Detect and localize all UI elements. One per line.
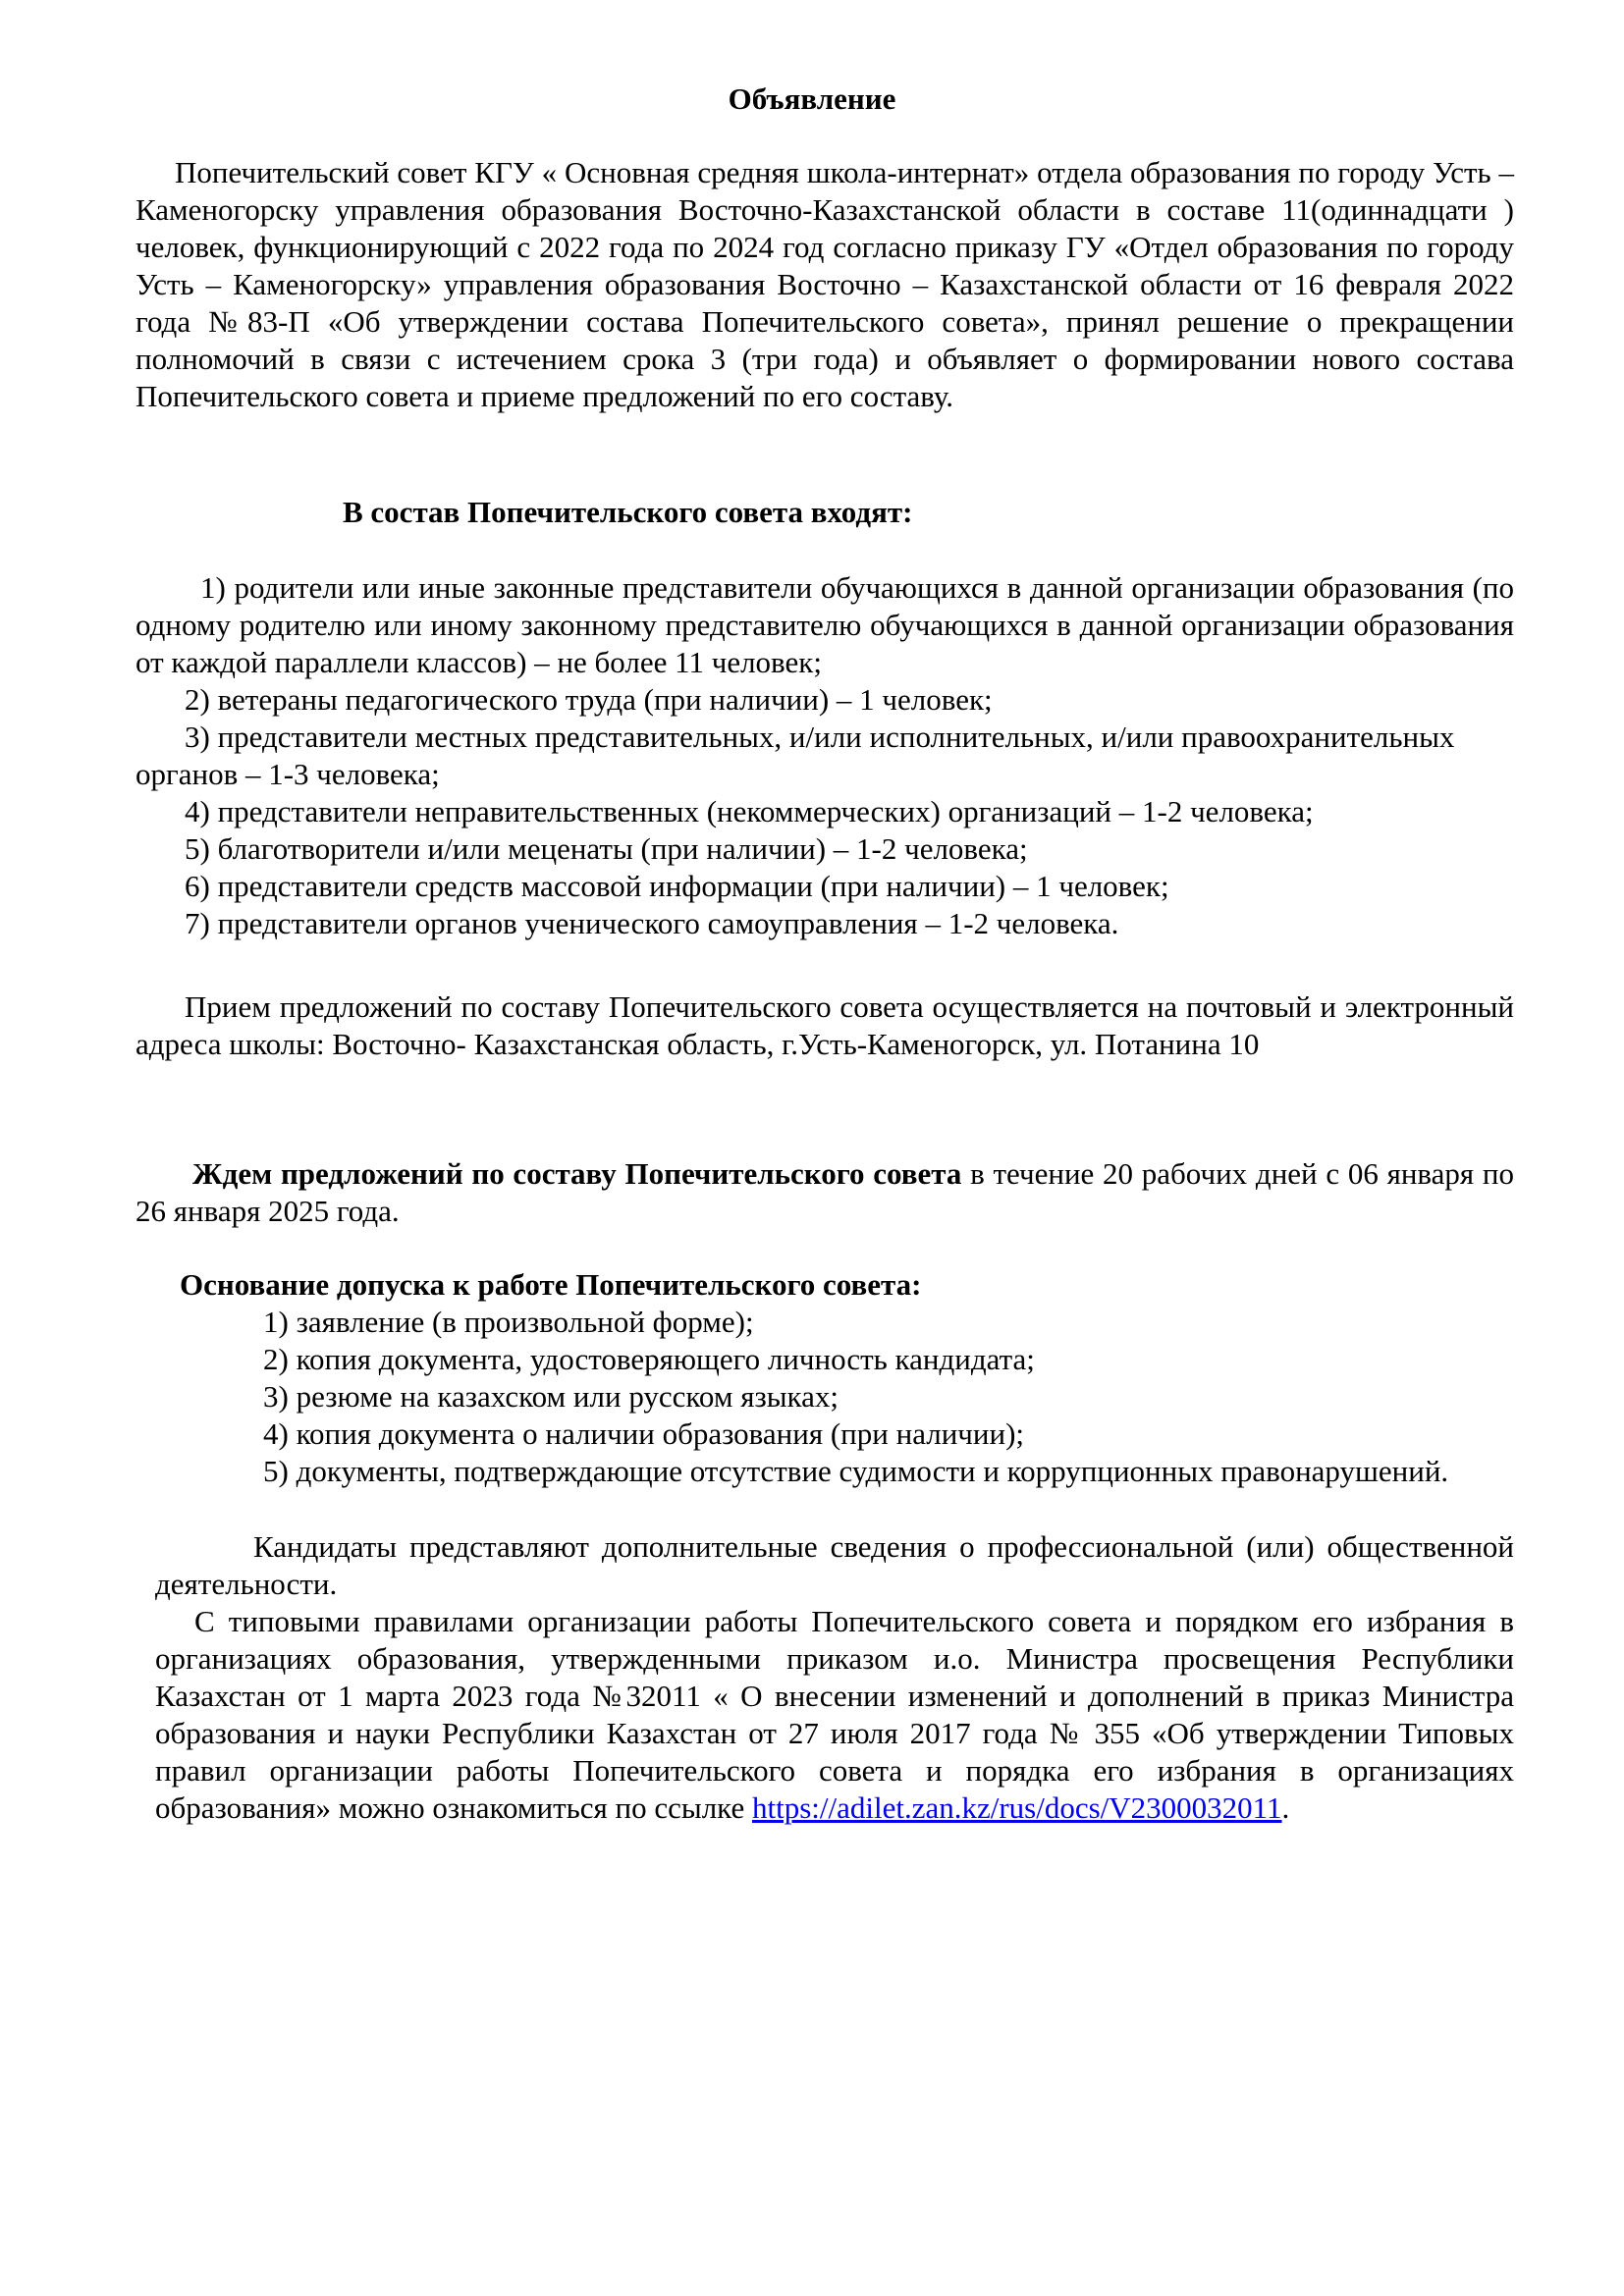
admission-heading: Основание допуска к работе Попечительского совета: xyxy=(180,1267,922,1302)
members-heading: В состав Попечительского совета входят: xyxy=(343,495,913,529)
rules-text: С типовыми правилами организации работы Попечительского совета и порядком его избрания в организациях образования, утвержденными приказом и.о. Министра просвещения Республики Казахстан от 1 марта 2023 года №32011 « О внесении изменений и дополнений в приказ Министра образования и науки Республики Казахстан от 27 июля 2017 года № 355 «Об утверждении Типовых правил организации работы Попечительского совета и порядка его избрания в организациях образования» можно ознакомиться по ссылке xyxy=(155,1604,1514,1825)
list-item: 3) представители местных представительных, и/или исполнительных, и/или правоохранительных органов – 1-3 человека; xyxy=(135,720,1455,791)
admission-list xyxy=(155,1304,1514,1490)
document-title: Объявление xyxy=(728,81,896,116)
list-item: 3) резюме на казахском или русском языках; xyxy=(263,1379,839,1414)
intro-paragraph: Попечительский совет КГУ « Основная средняя школа-интернат» отдела образования по городу Усть – Каменогорску управления образования Восточно-Казахстанской области в составе 11(одиннадцати ) человек, функционирующий с 2022 года по 2024 год согласно приказу ГУ «Отдел образования по городу Усть – Каменогорску» управления образования Восточно – Казахстанской области от 16 февраля 2022 года №83-П «Об утверждении состава Попечительского совета», принял решение о прекращении полномочий в связи с истечением срока 3 (три года) и объявляет о формировании нового состава Попечительского совета и приеме предложений по его составу. xyxy=(135,155,1514,413)
adilet-link[interactable]: https://adilet.zan.kz/rus/docs/V2300032011 xyxy=(751,1790,1282,1825)
members-list xyxy=(135,569,1514,942)
list-item: 2) ветераны педагогического труда (при наличии) – 1 человек; xyxy=(185,682,993,717)
rules-paragraph xyxy=(155,1603,1514,1827)
rules-end: . xyxy=(1281,1790,1290,1825)
list-item: 6) представители средств массовой информации (при наличии) – 1 человек; xyxy=(185,869,1169,903)
list-item: 1) родители или иные законные представители обучающихся в данной организации образования (по одному родителю или иному законному представителю обучающихся в данной организации образования от каждой параллели классов) – не более 11 человек; xyxy=(135,570,1514,679)
list-item: 1) заявление (в произвольной форме); xyxy=(263,1305,754,1339)
deadline-text: в течение 20 рабочих дней с 06 января по 26 января 2025 года. xyxy=(135,1156,1514,1228)
candidates-paragraph: Кандидаты представляют дополнительные сведения о профессиональной (или) общественной деятельности. xyxy=(155,1529,1514,1601)
deadline-paragraph xyxy=(135,1155,1514,1230)
list-item: 7) представители органов ученического самоуправления – 1-2 человека. xyxy=(185,906,1119,940)
list-item: 5) документы, подтверждающие отсутствие судимости и коррупционных правонарушений. xyxy=(263,1454,1449,1488)
list-item: 5) благотворители и/или меценаты (при наличии) – 1-2 человека; xyxy=(185,831,1028,866)
list-item: 4) копия документа о наличии образования (при наличии); xyxy=(263,1416,1024,1451)
submission-paragraph: Прием предложений по составу Попечительского совета осуществляется на почтовый и электронный адреса школы: Восточно- Казахстанская область, г.Усть-Каменогорск, ул. Потанина 10 xyxy=(135,989,1514,1061)
list-item: 4) представители неправительственных (некоммерческих) организаций – 1-2 человека; xyxy=(185,794,1314,828)
list-item: 2) копия документа, удостоверяющего личность кандидата; xyxy=(263,1342,1035,1376)
deadline-bold-text: Ждем предложений по составу Попечительского совета xyxy=(192,1156,962,1191)
